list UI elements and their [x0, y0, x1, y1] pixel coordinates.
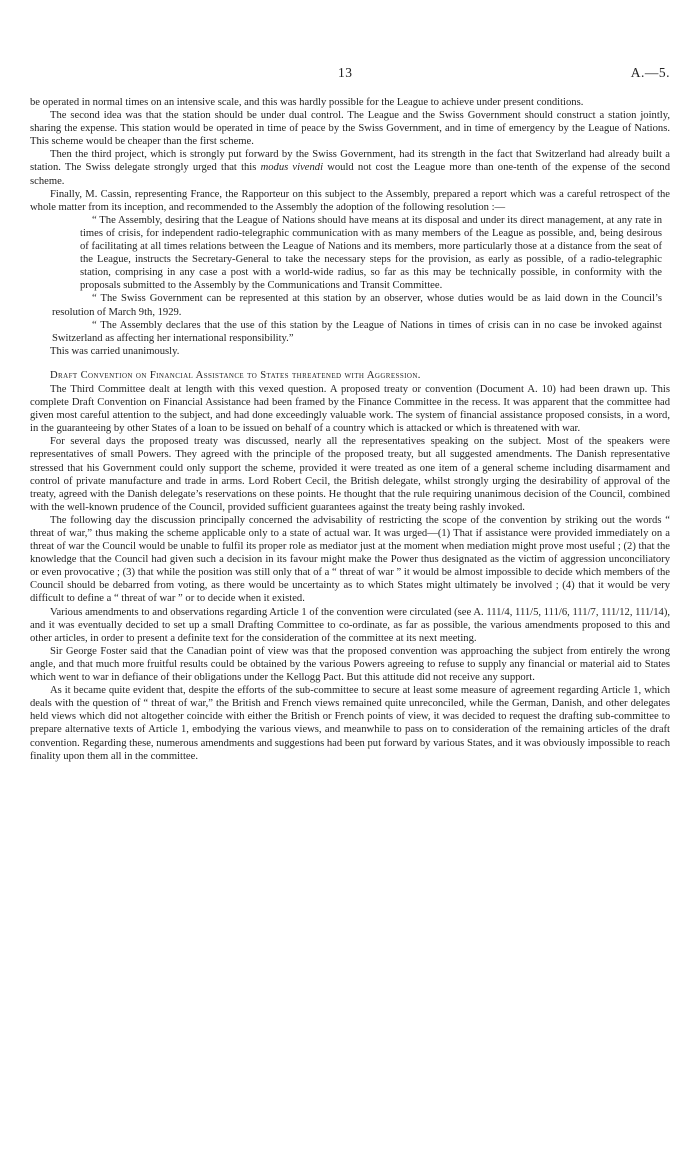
- paragraph-third-project-b: would not cost the League more than one-tenth of the expense of the second scheme.: [30, 162, 670, 187]
- resolution-quote-1: “ The Assembly, desiring that the League of Nations should have means at its disposal and under its direct management, at any rate in times of crisis, for independent radio-telegraphic communication with as many members of the League as possible, and, being desirous of facilitating at all times relations between the League of Nations and its members, more particularly those at a distance from the seat of the League, instructs the Secretary-General to take the necessary steps for the provision, as early as possible, of a radio-telegraphic station, comprising in any case a post with a world-wide radius, so far as this may be technically possible, in conformity with the proposals submitted to the Assembly by the Communications and Transit Committee.: [80, 214, 662, 292]
- paragraph-cassin-report: Finally, M. Cassin, representing France, the Rapporteur on this subject to the Assembly, prepared a report which was a careful retrospect of the whole matter from its inception, and recommended to the Assembly the adoption of the following resolution :—: [30, 188, 670, 213]
- resolution-quote-2: “ The Swiss Government can be represented at this station by an observer, whose duties would be as laid down in the Council’s resolution of March 9th, 1929.: [52, 293, 662, 318]
- document-reference: A.—5.: [630, 65, 670, 80]
- document-body: [30, 96, 670, 763]
- paragraph-third-project-a: Then the third project, which is strongly put forward by the Swiss Government, had its strength in the fact that Switzerland had already built a station. The Swiss delegate strongly urged that this: [30, 149, 670, 174]
- paragraph-third-project: [30, 148, 670, 187]
- carried-unanimously: This was carried unanimously.: [50, 345, 180, 357]
- paragraph-following-day: The following day the discussion principally concerned the advisability of restricting the scope of the convention by striking out the words “ threat of war,” thus making the scheme applicable only to a state of actual war. It was urged—(1) That if assistance were provided immediately on a threat of war the Council would be unable to fulfil its proper role as mediator just at the moment when mediation might prove most useful ; (2) that the knowledge that the Council had given such a decision in its favour might make the Power thus designated as the victim of aggression unconciliatory or even provocative ; (3) that while the position was still only that of a “ threat of war ” it would be almost impossible to decide which members of the Council should be debarred from voting, as there would be uncertainty as to which States might ultimately be involved ; (4) that it would be very difficult to define a “ threat of war ” or to decide when it existed.: [30, 514, 670, 605]
- paragraph-continued: be operated in normal times on an intensive scale, and this was hardly possible for the League to achieve under present conditions.: [30, 97, 584, 108]
- section-heading: Draft Convention on Financial Assistance to States threatened with Aggression.: [50, 369, 421, 381]
- paragraph-amendments: Various amendments to and observations regarding Article 1 of the convention were circulated (see A. 111/4, 111/5, 111/6, 111/7, 111/12, 111/14), and it was eventually decided to set up a small Drafting Committee to co-ordinate, as far as possible, the various amendments proposed to this and other articles, in order to present a definite text for the consideration of the committee at its next meeting.: [30, 606, 670, 644]
- paragraph-sub-committee: As it became quite evident that, despite the efforts of the sub-committee to secure at least some measure of agreement regarding Article 1, which deals with the question of “ threat of war,” the British and French views remained quite unreconciled, while the German, Danish, and other delegates held views which did not altogether coincide with either the British or French points of view, it was decided to request the drafting sub-committee to prepare alternative texts of Article 1, embodying the various views, and meanwhile to pass on to consideration of the remaining articles of the draft convention. Regarding these, numerous amendments and suggestions had been put forward by various States, and it was obviously impossible to reach finality upon them all in the committee.: [30, 685, 670, 762]
- paragraph-third-committee: The Third Committee dealt at length with this vexed question. A proposed treaty or convention (Document A. 10) had been drawn up. This complete Draft Convention on Financial Assistance had been framed by the Finance Committee in the recess. It was apparent that the committee had given most careful attention to the subject, and had done exceedingly valuable work. The system of financial assistance proposed consists, in a word, in the guaranteeing by other States of a loan to be issued on behalf of a country which is attacked or which is threatened with war.: [30, 383, 670, 435]
- paragraph-george-foster: Sir George Foster said that the Canadian point of view was that the proposed convention was approaching the subject from entirely the wrong angle, and that much more fruitful results could be obtained by the various Powers agreeing to refuse to supply any financial or material aid to States which went to war in defiance of their obligations under the Kellogg Pact. But this attitude did not receive any support.: [30, 645, 670, 684]
- page-number: 13: [338, 65, 353, 80]
- paragraph-dual-control: The second idea was that the station should be under dual control. The League and the Swiss Government should construct a station jointly, sharing the expense. This station would be operated in time of peace by the Swiss Government, and in time of emergency by the League of Nations. This scheme would be cheaper than the first scheme.: [30, 110, 670, 148]
- resolution-quote-3: “ The Assembly declares that the use of this station by the League of Nations in times of crisis can in no case be invoked against Switzerland as affecting her international responsibility.”: [52, 319, 662, 344]
- modus-vivendi-term: modus vivendi: [260, 162, 324, 174]
- paragraph-several-days: For several days the proposed treaty was discussed, nearly all the representatives speaking on the subject. Most of the speakers were representatives of small Powers. They agreed with the principle of the proposed treaty, but all suggested amendments. The Danish representative stressed that his Government could only support the scheme, provided it were treated as one item of a general scheme including disarmament and control of private manufacture and trade in arms. Lord Robert Cecil, the British delegate, whilst strongly urging the desirability of approval of the treaty, agreed with the Danish delegate’s reservations on these points. He thought that the rule requiring unanimous decision of the Council, combined with the well-known prudence of the Council, provided sufficient guarantees against the treaty being rashly invoked.: [30, 436, 670, 513]
